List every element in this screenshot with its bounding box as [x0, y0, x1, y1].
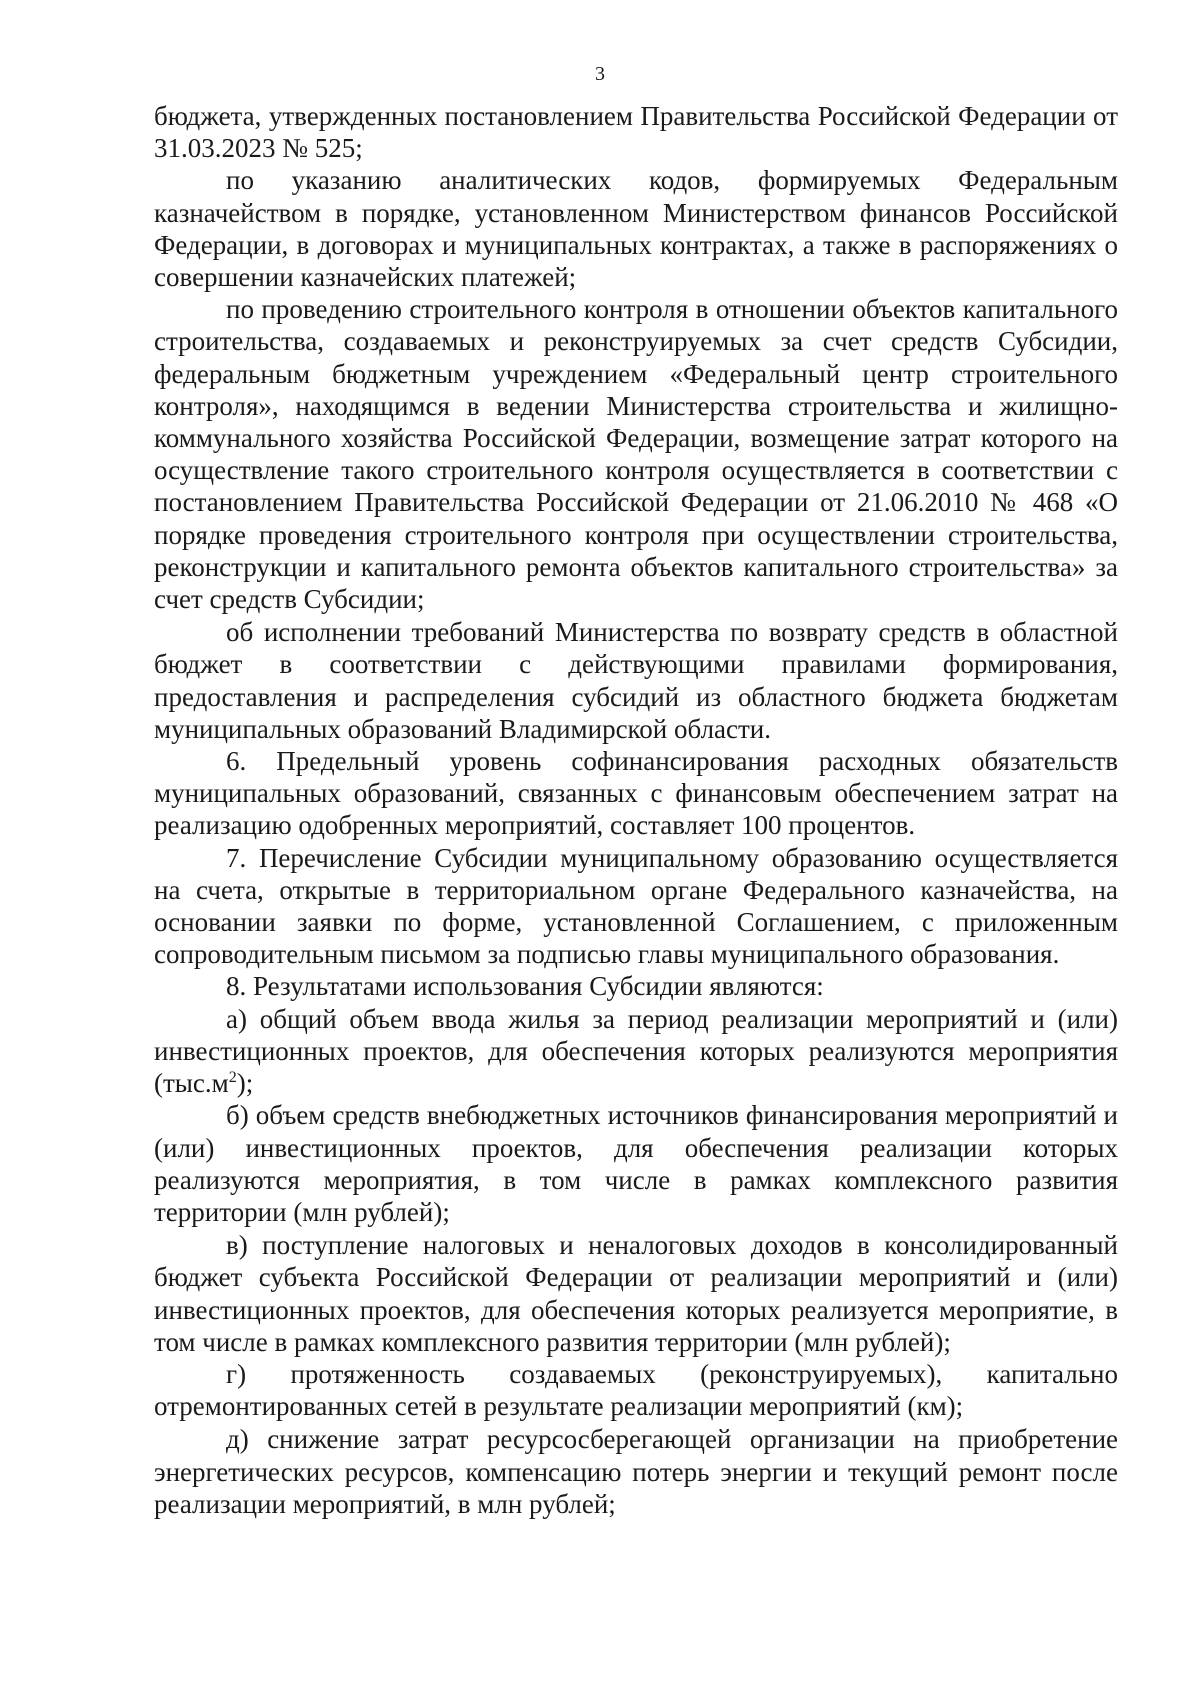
paragraph-result-d: д) снижение затрат ресурсосберегающей организации на приобретение энергетических ресурсов, компенсацию потерь энергии и текущий ремонт после реализации мероприятий, в млн рублей;	[154, 1424, 1118, 1519]
result-a-tail: );	[236, 1068, 254, 1099]
paragraph-item-7: 7. Перечисление Субсидии муниципальному образованию осуществляется на счета, открытые в территориальном органе Федерального казначейства, на основании заявки по форме, установленной Соглашением, с приложенным сопроводительным письмом за подписью главы муниципального образования.	[154, 842, 1118, 970]
page-number: 3	[595, 63, 605, 85]
result-a-text: а) общий объем ввода жилья за период реализации мероприятий и (или) инвестиционных проектов, для обеспечения которых реализуются мероприятия (тыс.м	[154, 1003, 1118, 1099]
document-body	[154, 100, 1118, 1520]
paragraph-budget-continuation: бюджета, утвержденных постановлением Правительства Российской Федерации от 31.03.2023 № 525;	[154, 101, 1118, 164]
paragraph-refund-requirements: об исполнении требований Министерства по возврату средств в областной бюджет в соответствии с действующими правилами формирования, предоставления и распределения субсидий из областного бюджета бюджетам муниципальных образований Владимирской области.	[154, 617, 1118, 744]
paragraph-construction-control: по проведению строительного контроля в отношении объектов капитального строительства, создаваемых и реконструируемых за счет средств Субсидии, федеральным бюджетным учреждением «Федеральный центр строительного контроля», находящимся в ведении Министерства строительства и жилищно-коммунального хозяйства Российской Федерации, возмещение затрат которого на осуществление такого строительного контроля осуществляется в соответствии с постановлением Правительства Российской Федерации от 21.06.2010 № 468 «О порядке проведения строительного контроля при осуществлении строительства, реконструкции и капитального ремонта объектов капитального строительства» за счет средств Субсидии;	[154, 294, 1118, 615]
paragraph-item-6: 6. Предельный уровень софинансирования расходных обязательств муниципальных образований, связанных с финансовым обеспечением затрат на реализацию одобренных мероприятий, составляет 100 процентов.	[154, 746, 1118, 841]
paragraph-result-b: б) объем средств внебюджетных источников финансирования мероприятий и (или) инвестиционных проектов, для обеспечения реализации которых реализуются мероприятия, в том числе в рамках комплексного развития территории (млн рублей);	[154, 1100, 1118, 1227]
paragraph-result-a	[154, 1003, 1118, 1100]
paragraph-item-8: 8. Результатами использования Субсидии являются:	[226, 971, 824, 1002]
paragraph-analytic-codes: по указанию аналитических кодов, формируемых Федеральным казначейством в порядке, установленном Министерством финансов Российской Федерации, в договорах и муниципальных контрактах, а также в распоряжениях о совершении казначейских платежей;	[154, 165, 1118, 293]
paragraph-result-g: г) протяженность создаваемых (реконструируемых), капитально отремонтированных сетей в результате реализации мероприятий (км);	[154, 1358, 1118, 1422]
paragraph-result-v: в) поступление налоговых и неналоговых доходов в консолидированный бюджет субъекта Российской Федерации от реализации мероприятий и (или) инвестиционных проектов, для обеспечения которых реализуется мероприятие, в том числе в рамках комплексного развития территории (млн рублей);	[154, 1230, 1118, 1357]
result-a-superscript: 2	[228, 1069, 237, 1087]
